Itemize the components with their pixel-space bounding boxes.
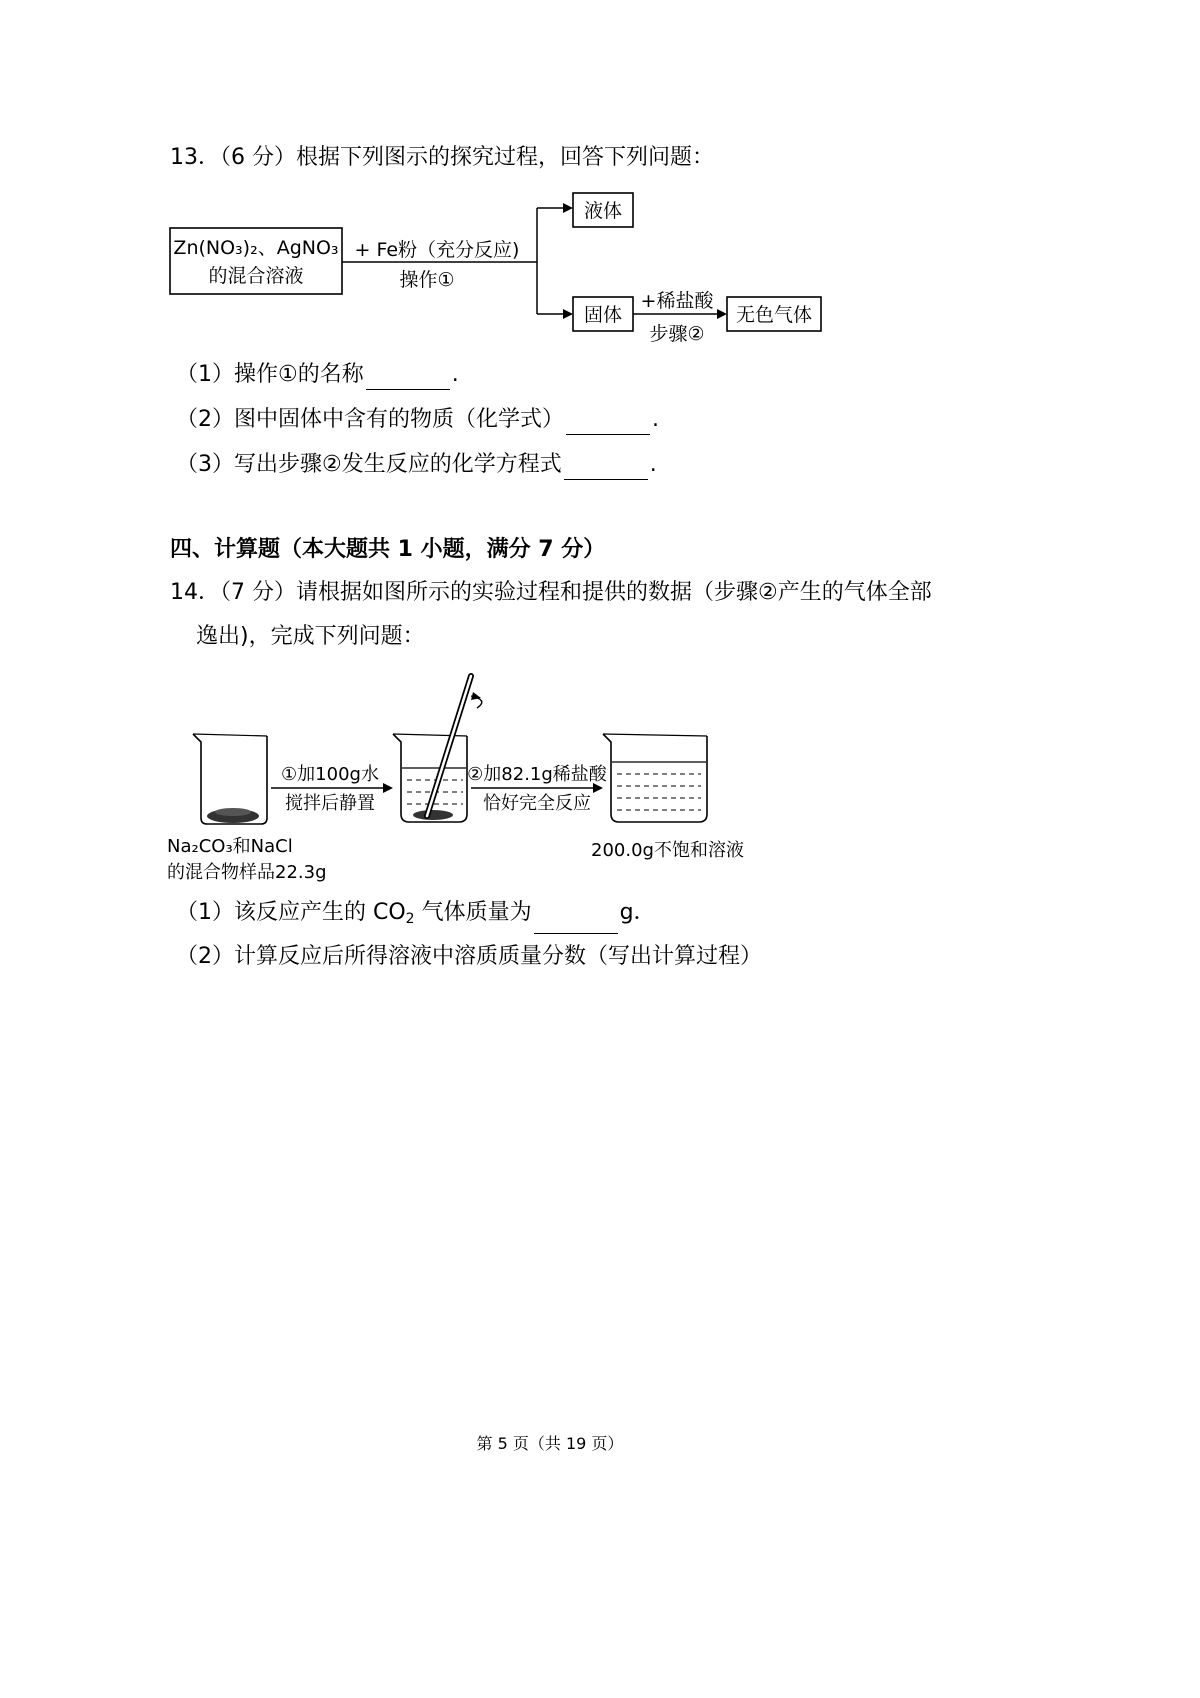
beaker-3 xyxy=(603,734,707,822)
sample-label-line2: 的混合物样品22.3g xyxy=(167,862,327,883)
answer-blank xyxy=(566,412,650,435)
operation-1-label: 操作① xyxy=(399,269,455,291)
sample-label-line1: Na₂CO₃和NaCl xyxy=(167,836,293,857)
q14-title-line2: 逸出)，完成下列问题： xyxy=(196,624,425,649)
q13-sub1: （1）操作①的名称 . xyxy=(176,360,459,390)
step-1-top-label: ①加100g水 xyxy=(281,764,379,785)
mixed-solution-formula: Zn(NO₃)₂、AgNO₃ xyxy=(173,237,339,259)
beaker-1 xyxy=(193,734,267,824)
q13-sub2: （2）图中固体中含有的物质（化学式） . xyxy=(176,405,659,435)
gas-label: 无色气体 xyxy=(735,304,813,326)
add-hcl-label: +稀盐酸 xyxy=(640,290,714,312)
page-number: 第 5 页（共 19 页） xyxy=(476,1434,624,1453)
q14-title-line1: 14．（7 分）请根据如图所示的实验过程和提供的数据（步骤②产生的气体全部 xyxy=(170,580,932,605)
q14-sub1: （1）该反应产生的 $CO_2$ 气体质量为 g． xyxy=(176,898,656,934)
answer-blank xyxy=(564,457,648,480)
q13-sub3: （3）写出步骤②发生反应的化学方程式 . xyxy=(176,450,657,480)
result-solution-label: 200.0g不饱和溶液 xyxy=(591,840,744,861)
beaker-2 xyxy=(393,676,482,822)
mixed-solution-label: 的混合溶液 xyxy=(208,265,304,287)
answer-blank xyxy=(534,911,618,934)
step-1-bottom-label: 搅拌后静置 xyxy=(285,793,375,814)
step-2-top-label: ②加82.1g稀盐酸 xyxy=(467,764,607,785)
liquid-label: 液体 xyxy=(583,200,623,222)
step-2-label: 步骤② xyxy=(649,323,705,345)
add-fe-label: + Fe粉（充分反应) xyxy=(354,239,520,261)
answer-blank xyxy=(366,367,450,390)
q14-sub2: （2）计算反应后所得溶液中溶质质量分数（写出计算过程） xyxy=(176,944,762,969)
q13-title: 13．（6 分）根据下列图示的探究过程，回答下列问题： xyxy=(170,145,714,170)
solid-label: 固体 xyxy=(583,304,623,326)
step-2-bottom-label: 恰好完全反应 xyxy=(483,793,591,814)
q13-flow-diagram xyxy=(165,190,845,350)
section-4-title: 四、计算题（本大题共 1 小题，满分 7 分） xyxy=(170,537,606,562)
q14-experiment-diagram xyxy=(165,662,785,892)
